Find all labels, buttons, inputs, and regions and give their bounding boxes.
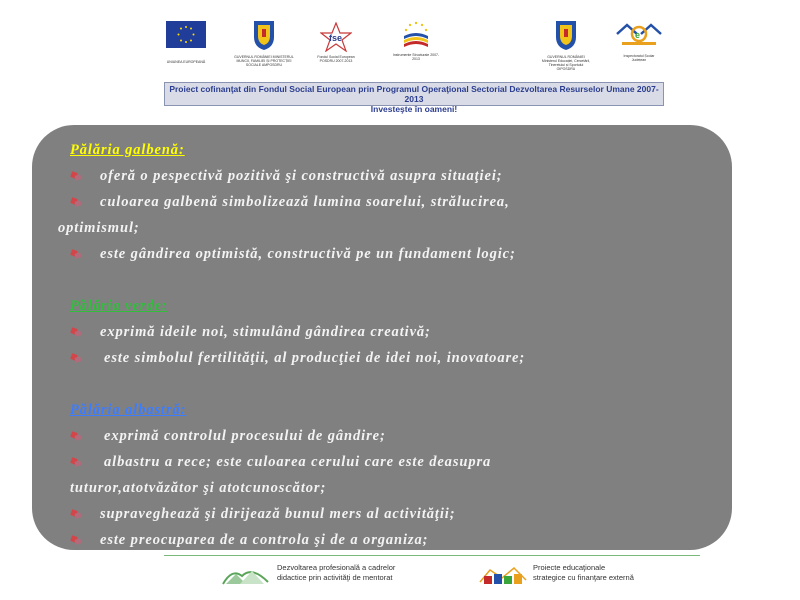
footer-left-text (277, 563, 395, 582)
item-text: supraveghează şi dirijează bunul mers al activităţii; (100, 506, 456, 522)
list-item (70, 345, 690, 371)
gov-crest-education-caption: GUVERNUL ROMÂNIEI Ministerul Educației, Cercetării, Tineretului și Sportului OIPOSDRU (541, 55, 591, 71)
banner-line-2: Investeşte în oameni! (370, 104, 458, 114)
blue-hat-heading-line (70, 397, 690, 423)
list-item (70, 527, 690, 553)
yellow-hat-heading-line (70, 137, 690, 163)
footer-right-text (533, 563, 634, 582)
instrumente-structurale-logo (392, 20, 440, 61)
cofinancing-banner (164, 82, 664, 114)
hills-logo-icon (222, 562, 270, 586)
item-text: optimismul; (58, 220, 140, 236)
footer-right-line-2: strategice cu finanţare externă (533, 572, 634, 582)
svg-text:fse: fse (329, 33, 343, 43)
fse-logo (317, 22, 355, 63)
instrumente-structurale-caption: Instrumente Structurale 2007-2013 (392, 53, 440, 61)
item-text: este gândirea optimistă, constructivă pe un fundament logic; (100, 246, 516, 262)
flower-bullet-icon (70, 353, 82, 363)
yellow-hat-heading: Pălăria galbenă: (70, 142, 185, 158)
blue-hat-heading: Pălăria albastră: (70, 402, 187, 418)
list-item (70, 189, 690, 215)
gov-crest-education-logo (541, 19, 591, 71)
eu-flag-logo (166, 21, 206, 64)
houses-logo-icon (614, 20, 664, 50)
svg-text:e: e (635, 30, 641, 40)
item-text: este simbolul fertilităţii, al producţiei de idei noi, inovatoare; (104, 350, 526, 366)
spacer (70, 267, 690, 293)
spacer (70, 371, 690, 397)
footer-left-line-1: Dezvoltarea profesională a cadrelor (277, 563, 396, 572)
green-hat-heading: Pălăria verde: (70, 298, 168, 314)
header-logos (160, 14, 670, 76)
project-logo (614, 20, 664, 62)
fse-star-icon (320, 22, 352, 52)
item-text: albastru a rece; este culoarea cerului care este deasupra (104, 454, 492, 470)
list-item (70, 241, 690, 267)
footer-left-line-2: didactice prin activităţi de mentorat (277, 572, 393, 582)
list-item-continuation (58, 215, 690, 241)
item-text: culoarea galbenă simbolizează lumina soarelui, strălucirea, (100, 194, 510, 210)
flower-bullet-icon (70, 171, 82, 181)
project-logo-caption: Inspectoratul Școlar Județean (623, 54, 655, 62)
fse-caption: Fondul Social European POSDRU 2007-2013 (317, 55, 355, 63)
list-item (70, 163, 690, 189)
flower-bullet-icon (70, 431, 82, 441)
item-text: tuturor,atotvăzător şi atotcunoscător; (70, 480, 327, 496)
flower-bullet-icon (70, 197, 82, 207)
list-item (70, 449, 690, 475)
flower-bullet-icon (70, 327, 82, 337)
instrumente-structurale-icon (400, 20, 432, 50)
coat-of-arms-icon (252, 19, 276, 51)
eu-flag-icon (166, 21, 206, 48)
list-item (70, 423, 690, 449)
eu-flag-caption: UNIUNEA EUROPEANĂ (166, 60, 206, 64)
list-item (70, 319, 690, 345)
footer-divider (164, 555, 700, 556)
green-hat-heading-line (70, 293, 690, 319)
flower-bullet-icon (70, 535, 82, 545)
hats-text-content (58, 137, 690, 553)
mentorat-logo (222, 562, 270, 591)
item-text: este preocuparea de a controla şi de a organiza; (100, 532, 429, 548)
footer-right-line-1: Proiecte educaţionale (533, 563, 606, 572)
flower-bullet-icon (70, 509, 82, 519)
item-text: exprimă controlul procesului de gândire; (104, 428, 386, 444)
item-text: oferă o pespectivă pozitivă şi constructivă asupra situaţiei; (100, 168, 503, 184)
gov-crest-ministry-logo (234, 19, 294, 67)
flower-bullet-icon (70, 249, 82, 259)
gov-crest-ministry-caption: GUVERNUL ROMÂNIEI MINISTERUL MUNCII, FAMILIEI ȘI PROTECȚIEI SOCIALE AMPOSDRU (234, 55, 294, 67)
item-text: exprimă ideile noi, stimulând gândirea creativă; (100, 324, 431, 340)
list-item-continuation (70, 475, 690, 501)
books-logo-icon (478, 562, 528, 586)
list-item (70, 501, 690, 527)
flower-bullet-icon (70, 457, 82, 467)
coat-of-arms-icon (554, 19, 578, 51)
banner-line-1: Proiect cofinanţat din Fondul Social European prin Programul Operaţional Sectorial Dezvoltarea Resurselor Umane 2007-2013 (169, 84, 659, 104)
proiecte-logo (478, 562, 528, 591)
